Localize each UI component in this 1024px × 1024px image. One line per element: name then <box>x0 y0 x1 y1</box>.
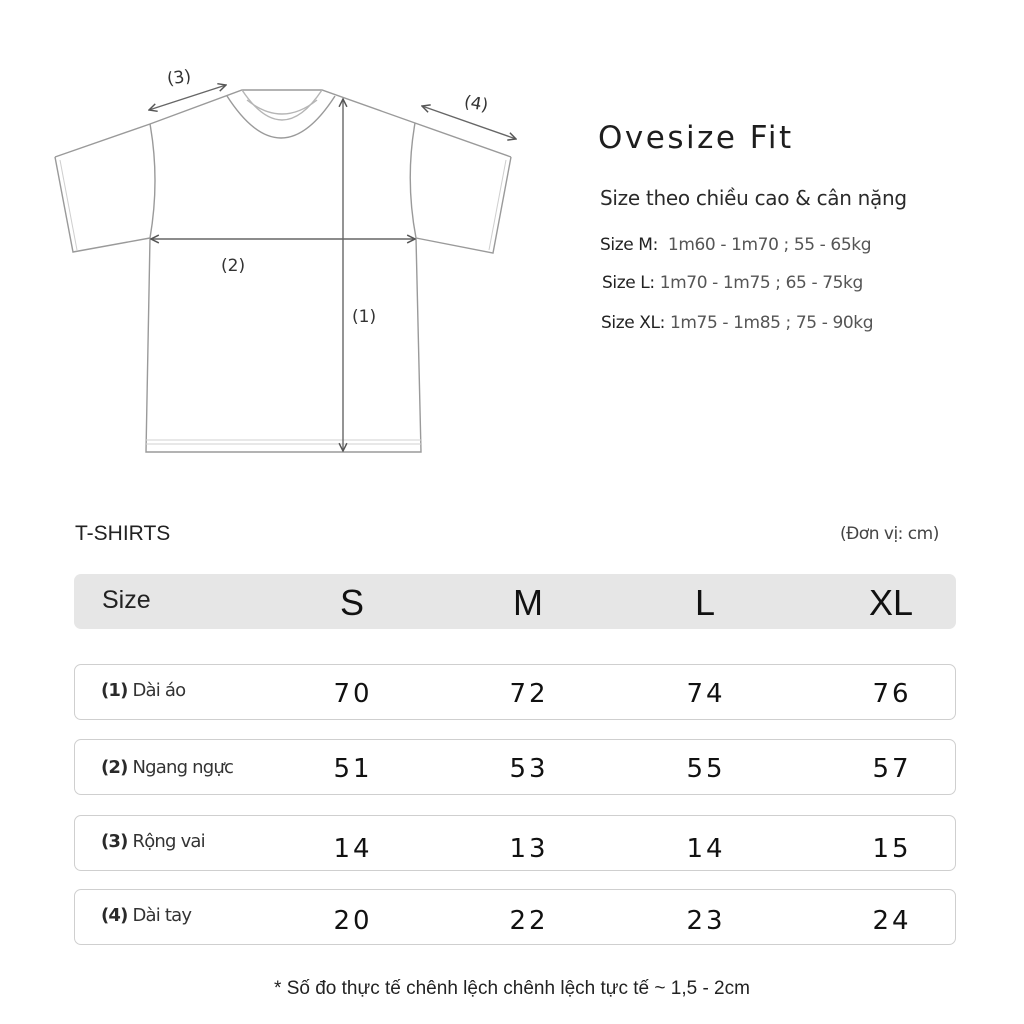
label-shoulder: (3) <box>165 66 193 90</box>
cell-s: 51 <box>333 754 373 784</box>
fit-size-label: Size M: <box>600 235 658 255</box>
fit-size-label: Size L: <box>602 273 655 293</box>
fit-size-height: 1m60 - 1m70 <box>667 235 779 255</box>
label-length: (1) <box>352 307 377 327</box>
cell-l: 23 <box>686 906 726 936</box>
table-row <box>74 739 956 795</box>
row-label <box>101 831 205 852</box>
label-chest: (2) <box>221 256 246 276</box>
header-size-label: Size <box>102 586 151 614</box>
fit-size-xl <box>601 313 873 333</box>
cell-m: 53 <box>509 754 549 784</box>
fit-size-weight: 55 - 65kg <box>793 235 872 255</box>
table-row <box>74 664 956 720</box>
row-number: (3) <box>101 831 128 852</box>
fit-size-height: 1m70 - 1m75 <box>659 273 771 293</box>
header-col-s: S <box>339 582 364 623</box>
unit-label: (Đơn vị: cm) <box>840 524 939 544</box>
cell-s: 14 <box>333 834 373 864</box>
fit-separator: ; <box>785 313 791 333</box>
fit-title: Ovesize Fit <box>598 120 794 156</box>
row-label <box>101 757 233 778</box>
row-name: Dài tay <box>132 905 192 926</box>
table-title: T-SHIRTS <box>75 522 171 545</box>
cell-l: 74 <box>686 679 726 709</box>
cell-s: 70 <box>333 679 373 709</box>
tshirt-measurement-diagram <box>0 0 540 470</box>
fit-size-l <box>602 273 863 293</box>
cell-l: 55 <box>686 754 726 784</box>
cell-xl: 15 <box>872 834 912 864</box>
cell-l: 14 <box>686 834 726 864</box>
cell-m: 13 <box>509 834 549 864</box>
header-col-m: M <box>513 582 543 623</box>
row-label <box>101 680 185 701</box>
row-label <box>101 905 191 926</box>
tshirt-outline-icon <box>0 0 540 470</box>
table-row <box>74 815 956 871</box>
fit-separator: ; <box>783 235 789 255</box>
fit-size-weight: 75 - 90kg <box>795 313 874 333</box>
fit-size-height: 1m75 - 1m85 <box>669 313 781 333</box>
fit-size-m <box>600 235 871 255</box>
fit-size-weight: 65 - 75kg <box>785 273 863 293</box>
table-header <box>74 574 956 629</box>
row-name: Ngang ngực <box>132 757 234 778</box>
cell-xl: 24 <box>872 906 912 936</box>
row-name: Rộng vai <box>132 831 205 852</box>
label-sleeve: (4) <box>462 92 490 116</box>
row-number: (1) <box>101 680 128 701</box>
fit-subtitle: Size theo chiều cao & cân nặng <box>600 186 907 210</box>
fit-size-label: Size XL: <box>601 313 665 333</box>
row-name: Dài áo <box>132 680 186 701</box>
cell-m: 22 <box>509 906 549 936</box>
cell-xl: 57 <box>872 754 912 784</box>
header-col-xl: XL <box>868 582 914 623</box>
row-number: (2) <box>101 757 128 778</box>
row-number: (4) <box>101 905 128 926</box>
cell-m: 72 <box>509 679 549 709</box>
measurement-note: * Số đo thực tế chênh lệch chênh lệch tực tế ~ 1,5 - 2cm <box>274 978 750 999</box>
fit-separator: ; <box>775 273 781 293</box>
cell-xl: 76 <box>872 679 912 709</box>
table-row <box>74 889 956 945</box>
header-col-l: L <box>694 582 716 623</box>
cell-s: 20 <box>333 906 373 936</box>
